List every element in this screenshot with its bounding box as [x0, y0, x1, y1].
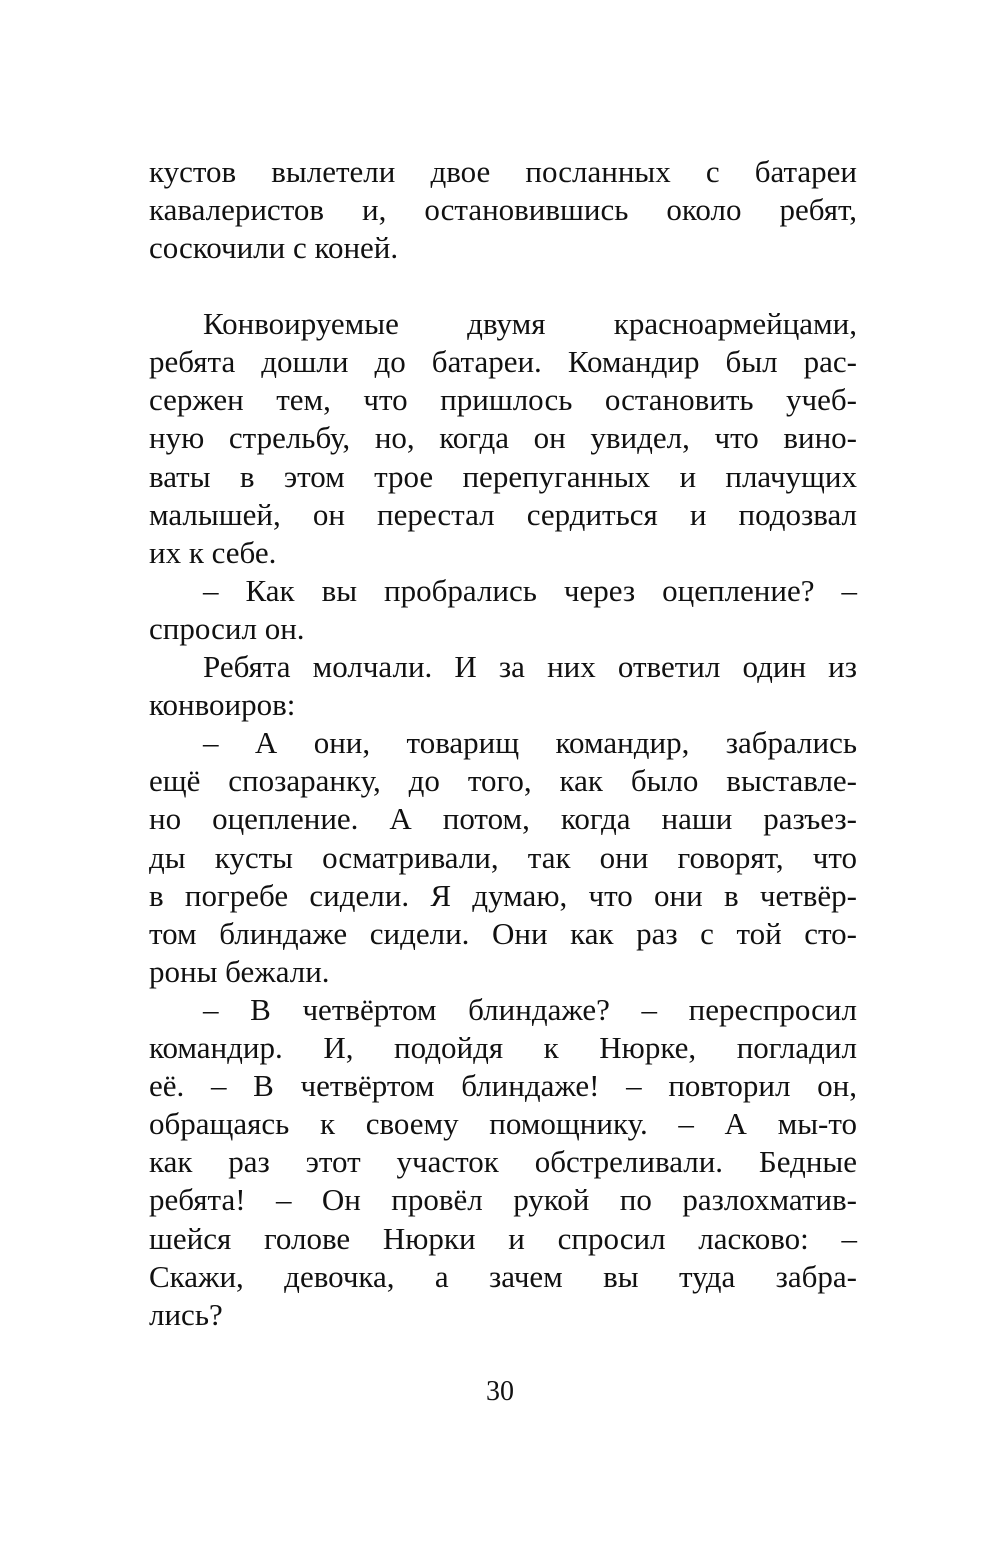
text-line: Скажи, девочка, а зачем вы туда забра-: [149, 1259, 857, 1294]
text-line: её. – В четвёртом блиндаже! – повторил он,: [149, 1068, 857, 1103]
text-line: обращаясь к своему помощнику. – А мы-то: [149, 1106, 857, 1141]
text-line: – В четвёртом блиндаже? – переспросил: [203, 992, 857, 1027]
text-line: их к себе.: [149, 535, 277, 570]
text-line: том блиндаже сидели. Они как раз с той сто-: [149, 916, 857, 951]
text-line: кустов вылетели двое посланных с батареи: [149, 154, 857, 189]
text-line: ребята! – Он провёл рукой по разлохматив-: [149, 1182, 857, 1217]
text-line: конвоиров:: [149, 687, 296, 722]
text-line: шейся голове Нюрки и спросил ласково: –: [149, 1221, 857, 1256]
text-line: ваты в этом трое перепуганных и плачущих: [149, 459, 857, 494]
text-line: Ребята молчали. И за них ответил один из: [203, 649, 857, 684]
text-line: кавалеристов и, остановившись около ребят,: [149, 192, 857, 227]
text-line: малышей, он перестал сердиться и подозвал: [149, 497, 857, 532]
text-line: Конвоируемые двумя красноармейцами,: [203, 306, 857, 341]
text-line: командир. И, подойдя к Нюрке, погладил: [149, 1030, 857, 1065]
text-line: ды кусты осматривали, так они говорят, что: [149, 840, 857, 875]
text-line: – А они, товарищ командир, забрались: [203, 725, 857, 760]
text-line: – Как вы пробрались через оцепление? –: [203, 573, 857, 608]
text-line: соскочили с коней.: [149, 230, 399, 265]
text-line: в погребе сидели. Я думаю, что они в четвёр-: [149, 878, 857, 913]
text-line: ещё спозаранку, до того, как было выставле-: [149, 763, 857, 798]
text-line: ребята дошли до батареи. Командир был рас-: [149, 344, 857, 379]
text-line: сержен тем, что пришлось остановить учеб-: [149, 382, 857, 417]
text-line: роны бежали.: [149, 954, 330, 989]
text-line: как раз этот участок обстреливали. Бедные: [149, 1144, 857, 1179]
text-line: ную стрельбу, но, когда он увидел, что вино-: [149, 420, 857, 455]
text-line: лись?: [149, 1297, 223, 1332]
text-line: но оцепление. А потом, когда наши разъез-: [149, 801, 857, 836]
text-line: спросил он.: [149, 611, 305, 646]
page-number: 30: [486, 1376, 514, 1407]
